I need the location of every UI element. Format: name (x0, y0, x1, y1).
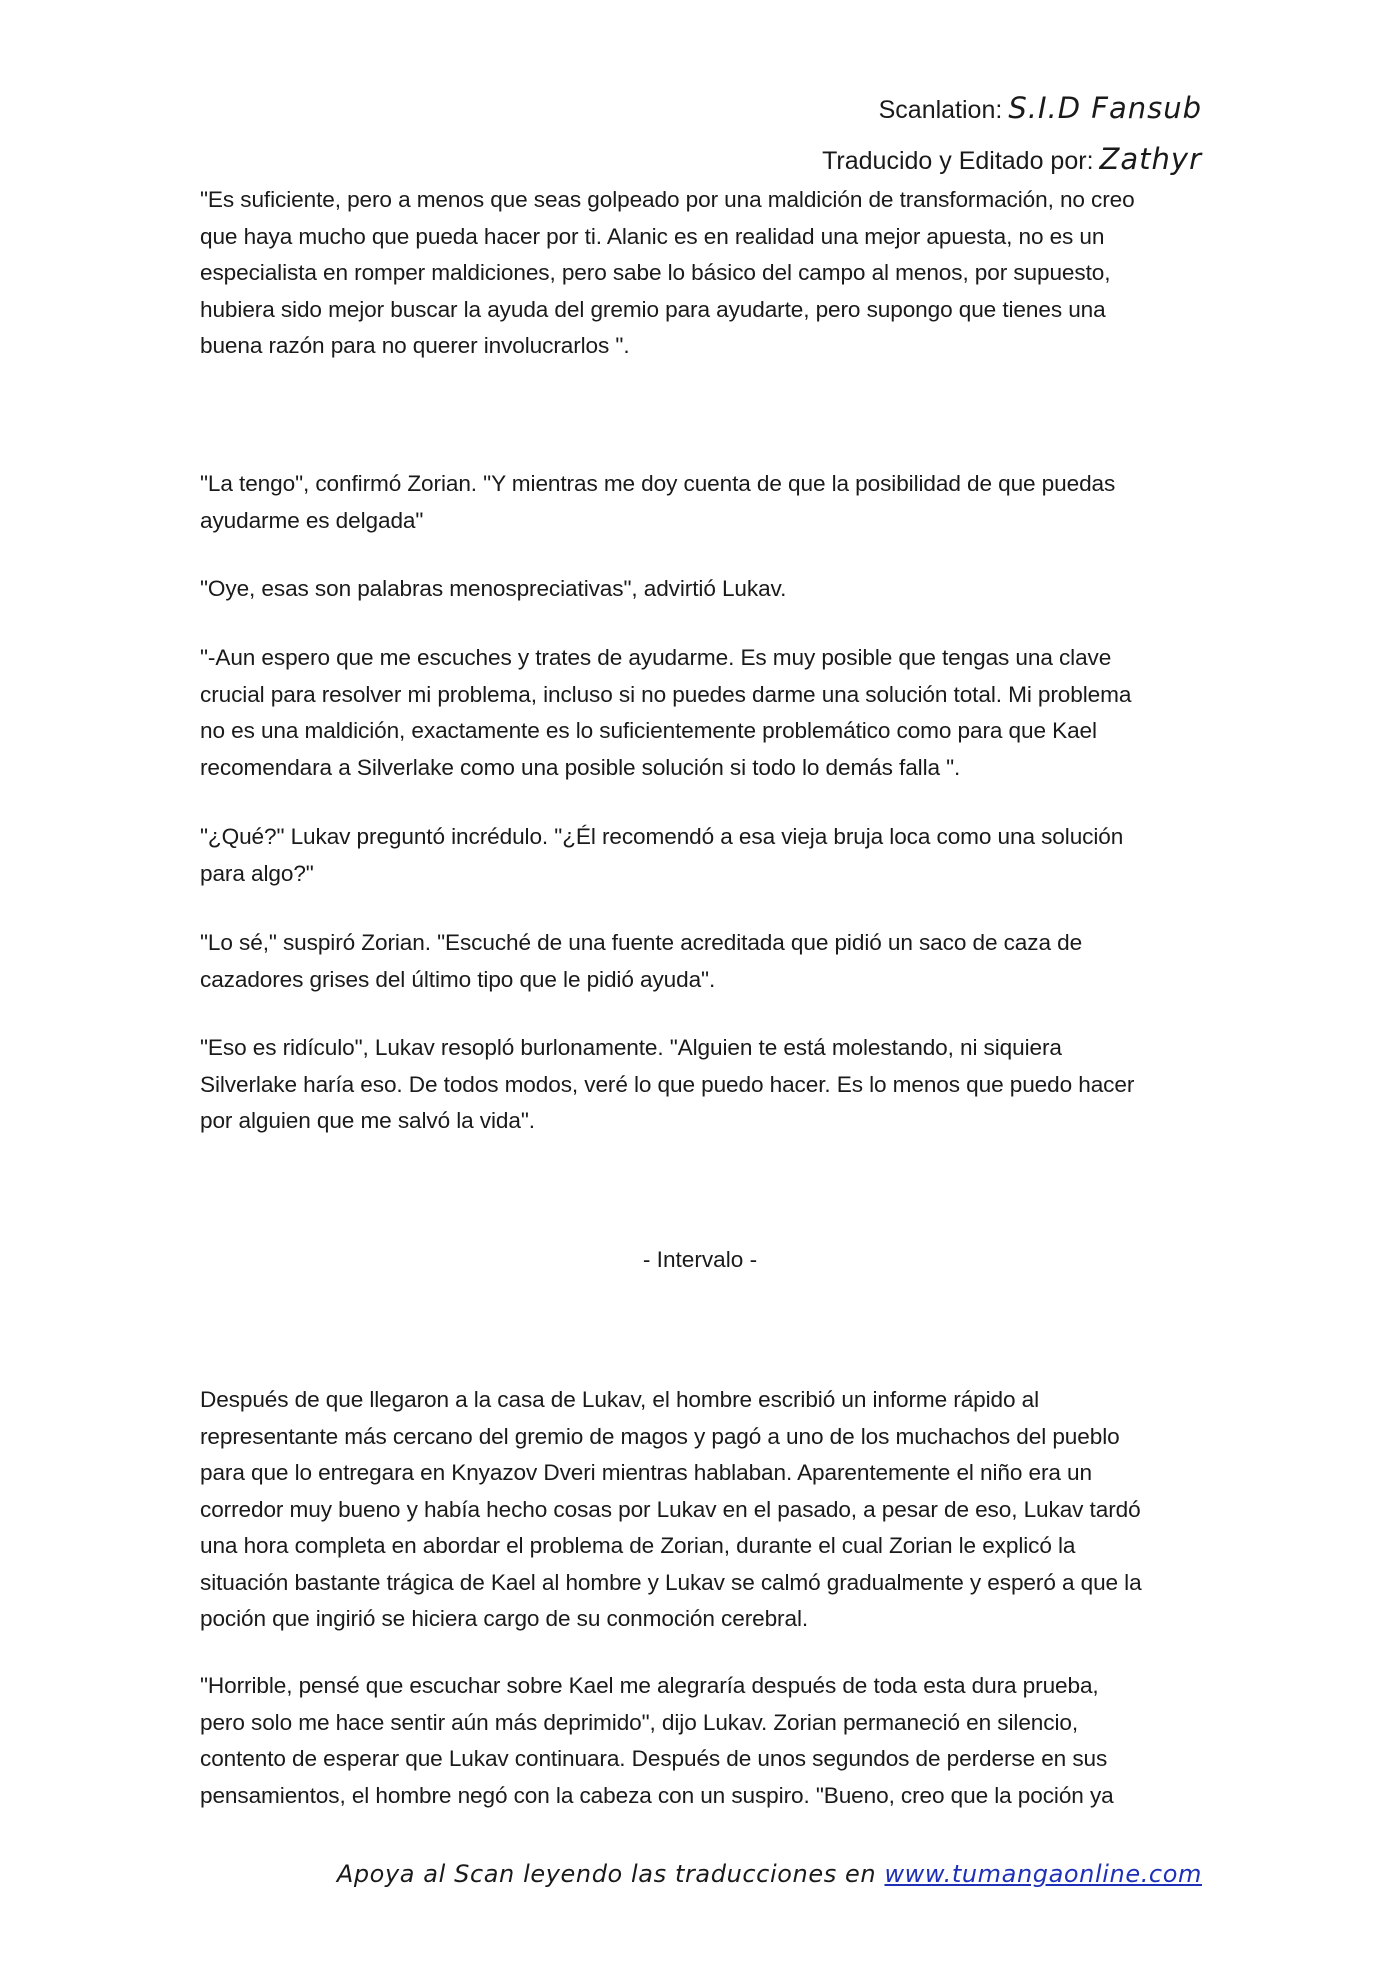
translator-label: Traducido y Editado por: (822, 147, 1094, 175)
paragraph-2: "La tengo", confirmó Zorian. "Y mientras me doy cuenta de que la posibilidad de que puedas ayudarme es delgada" (200, 471, 1116, 533)
translator-credit (822, 142, 1202, 176)
scanlation-label: Scanlation: (878, 96, 1003, 124)
paragraph-7: "Eso es ridículo", Lukav resopló burlonamente. "Alguien te está molestando, ni siquiera Silverlake haría eso. De todos modos, veré lo que puedo hacer. Es lo menos que puedo hacer por alguien que me salvó la vida". (200, 1035, 1135, 1133)
scanlation-credit (879, 91, 1202, 125)
paragraph-6: "Lo sé," suspiró Zorian. "Escuché de una fuente acreditada que pidió un saco de caza de cazadores grises del último tipo que le pidió ayuda". (200, 930, 1083, 992)
translator-name: Zathyr (1099, 142, 1202, 176)
section-break: - Intervalo - (642, 1247, 758, 1272)
paragraph-4: "-Aun espero que me escuches y trates de ayudarme. Es muy posible que tengas una clave crucial para resolver mi problema, incluso si no puedes darme una solución total. Mi problema no es una maldición, exactamente es lo suficientemente problemático como para que Kael recomendara a Silverlake como una posible solución si todo lo demás falla ". (200, 645, 1132, 780)
scanlation-group-name: S.I.D Fansub (1008, 91, 1202, 125)
paragraph-9: "Horrible, pensé que escuchar sobre Kael me alegraría después de toda esta dura prueba, pero solo me hace sentir aún más deprimido", dijo Lukav. Zorian permaneció en silencio, contento de esperar que Lukav continuara. Después de unos segundos de perderse en sus pensamientos, el hombre negó con la cabeza con un suspiro. "Bueno, creo que la poción ya (200, 1673, 1114, 1808)
paragraph-8: Después de que llegaron a la casa de Lukav, el hombre escribió un informe rápido al representante más cercano del gremio de magos y pagó a uno de los muchachos del pueblo para que lo entregara en Knyazov Dveri mientras hablaban. Aparentemente el niño era un corredor muy bueno y había hecho cosas por Lukav en el pasado, a pesar de eso, Lukav tardó una hora completa en abordar el problema de Zorian, durante el cual Zorian le explicó la situación bastante trágica de Kael al hombre y Lukav se calmó gradualmente y esperó a que la poción que ingirió se hiciera cargo de su conmoción cerebral. (200, 1387, 1142, 1631)
paragraph-3: "Oye, esas son palabras menospreciativas", advirtió Lukav. (200, 576, 787, 601)
paragraph-5: "¿Qué?" Lukav preguntó incrédulo. "¿Él recomendó a esa vieja bruja loca como una solución para algo?" (200, 824, 1124, 886)
paragraph-1: "Es suficiente, pero a menos que seas golpeado por una maldición de transformación, no creo que haya mucho que pueda hacer por ti. Alanic es en realidad una mejor apuesta, no es un especialista en romper maldiciones, pero sabe lo básico del campo al menos, por supuesto, hubiera sido mejor buscar la ayuda del gremio para ayudarte, pero supongo que tienes una buena razón para no querer involucrarlos ". (200, 187, 1135, 358)
footer-link[interactable]: www.tumangaonline.com (884, 1860, 1202, 1888)
footer-text: Apoya al Scan leyendo las traducciones en (336, 1860, 877, 1888)
footer (337, 1860, 1202, 1888)
